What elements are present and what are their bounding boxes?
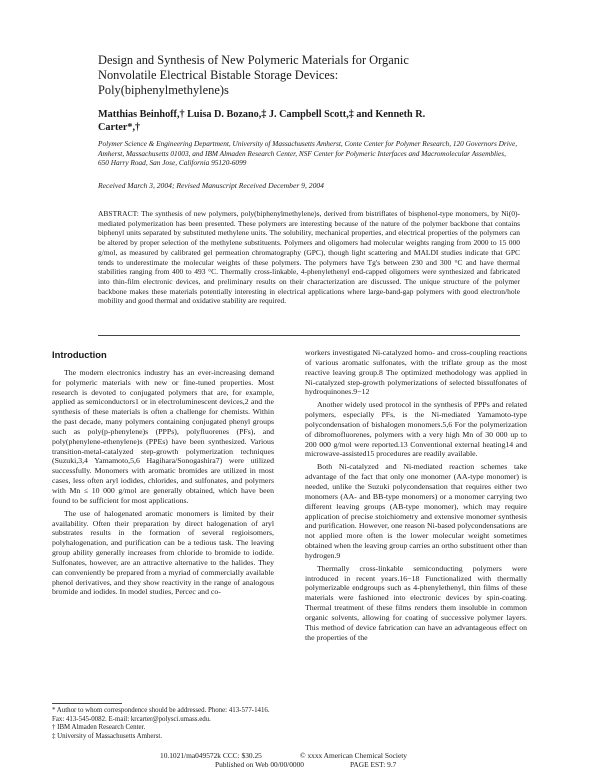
footer-copyright: © xxxx American Chemical Society bbox=[300, 751, 408, 760]
received-dates: Received March 3, 2004; Revised Manuscript Received December 9, 2004 bbox=[98, 181, 324, 190]
section-divider bbox=[98, 335, 520, 336]
author-list: Matthias Beinhoff,† Luisa D. Bozano,‡ J. Campbell Scott,‡ and Kenneth R. Carter*,† bbox=[98, 109, 426, 133]
section-heading-introduction: Introduction bbox=[52, 349, 107, 360]
footnote-divider bbox=[52, 703, 122, 704]
right-column bbox=[305, 348, 527, 645]
affiliations: Polymer Science & Engineering Department, University of Massachusetts Amherst, Conte Center for Polymer Research, 120 Governors Drive, Amherst, Massachusetts 01003, and IBM Almaden Research Center, NSF Center for Polymeric Interfaces and Macromolecular Assemblies, 650 Harry Road, San Jose, California 95120-6099 bbox=[98, 139, 518, 168]
paragraph: Another widely used protocol in the synthesis of PPPs and related polymers, especially PFs, is the Ni-mediated Yamamoto-type polycondensation of bishalogen monomers.5,6 For the polymerization of dibromofluorenes, polymers with a very high Mn of 30 000 up to 200 000 g/mol were reported.13 Conventional external heating14 and microwave-assisted15 procedures are readily available. bbox=[305, 400, 527, 459]
footnote-ibm: † IBM Almaden Research Center. bbox=[52, 724, 146, 731]
paragraph: The use of halogenated aromatic monomers is limited by their availability. Often their preparation by direct halogenation of aryl substrates results in the formation of several regioisomers, polyhalogenation, and purification can be a tedious task. The leaving group ability generally increases from chloride to bromide to iodide. Sulfonates, however, are an attractive alternative to the halides. They can conveniently be prepared from a myriad of commercially available phenol derivatives, and they show reactivity in the range of analogous bromide and iodides. In model studies, Percec and co- bbox=[52, 508, 274, 597]
paragraph: workers investigated Ni-catalyzed homo- and cross-coupling reactions of various aromatic sulfonates, with the triflate group as the most reactive leaving group.8 The optimized methodology was applied in Ni-catalyzed step-growth polymerizations of selected bissulfonates of hydroquinones.9−12 bbox=[305, 348, 527, 397]
footnote-corresponding: * Author to whom correspondence should be addressed. Phone: 413-577-1416. Fax: 413-545-0082. E-mail: krcarter@polysci.umass.edu. bbox=[52, 707, 270, 723]
footnote-umass: ‡ University of Massachusetts Amherst. bbox=[52, 732, 163, 740]
footer-doi: 10.1021/ma049572k CCC: $30.25 bbox=[160, 751, 262, 760]
abstract: ABSTRACT: The synthesis of new polymers, poly(biphenylmethylene)s, derived from bistriflates of bisphenol-type monomers, by Ni(0)-mediated polymerization has been presented. These polymers are interesting because of the nature of the polymer backbone that contains biphenyl units separated by substituted methylene units. The solubility, mechanical properties, and electrical properties of the polymers can be altered by proper selection of the methylene substituents. Polymers and oligomers had molecular weights ranging from 2000 to 15 000 g/mol, as measured by calibrated gel permeation chromatography (GPC), though light scattering and MALDI studies indicate that GPC tends to underestimate the molecular weights of these polymers. The polymers have Tg's between 230 and 300 °C and have thermal stabilities ranging from 400 to 493 °C. Thermally cross-linkable, 4-phenylethenyl end-capped oligomers were synthesized and fabricated into thin-film electronic devices, and preliminary results on their characterization are discussed. The unique structure of the polymer backbone makes these materials potentially interesting in electrical applications where large-band-gap polymers with good electron/hole mobility and good thermal and oxidative stability are required. bbox=[98, 209, 520, 306]
footer-published: Published on Web 00/00/0000 bbox=[215, 760, 304, 770]
left-column bbox=[52, 350, 274, 600]
footnotes bbox=[52, 703, 274, 741]
paragraph: Both Ni-catalyzed and Ni-mediated reaction schemes take advantage of the fact that only one monomer (AA-type monomer) is needed, unlike the Suzuki polycondensation that requires either two monomers (AA- and BB-type monomers) or a monomer carrying two different leaving groups (AB-type monomer), which may require application of precise stoichiometry and extensive monomer synthesis and purification. However, one reason Ni-based polycondensations are not applied more often is the lower molecular weight sometimes obtained when the leaving group carries an ortho substituent other than hydrogen.9 bbox=[305, 462, 527, 560]
paragraph: Thermally cross-linkable semiconducting polymers were introduced in recent years.16−18 Functionalized with thermally polymerizable endgroups such as 4-phenylethenyl, thin films of these materials were fashioned into electronic devices by spin-coating. Thermal treatment of these films renders them insoluble in common organic solvents, allowing for coating of successive polymer layers. This method of device fabrication can have an advantageous effect on the properties of the bbox=[305, 563, 527, 642]
footer-page-est: PAGE EST: 9.7 bbox=[350, 760, 397, 770]
paper-title: Design and Synthesis of New Polymeric Materials for Organic Nonvolatile Electrical Bistable Storage Devices: Poly(biphenylmethylene)s bbox=[98, 53, 409, 98]
page-footer bbox=[0, 751, 600, 770]
paragraph: The modern electronics industry has an ever-increasing demand for polymeric materials with new or fine-tuned properties. Most research is devoted to conjugated polymers that are, for example, applied as semiconductors1 or in electroluminescent devices,2 and the synthesis of these materials is often a challenge for chemists. Within the past decade, many polymers containing conjugated phenyl groups such as poly(p-phenylene)s (PPPs), polyfluorenes (PFs), and poly(phenylene-ethenylene)s (PPEs) have been synthesized. Various transition-metal-catalyzed step-growth polymerization techniques (Suzuki,3,4 Yamamoto,5,6 Hagihara/Sonogashira7) were utilized successfully. Monomers with aromatic bromides are utilized in most cases, less often aryl iodides, chlorides, and sulfonates, and polymers with Mn ≤ 10 000 g/mol are generally obtained, which have been found to be sufficient for most applications. bbox=[52, 367, 274, 505]
